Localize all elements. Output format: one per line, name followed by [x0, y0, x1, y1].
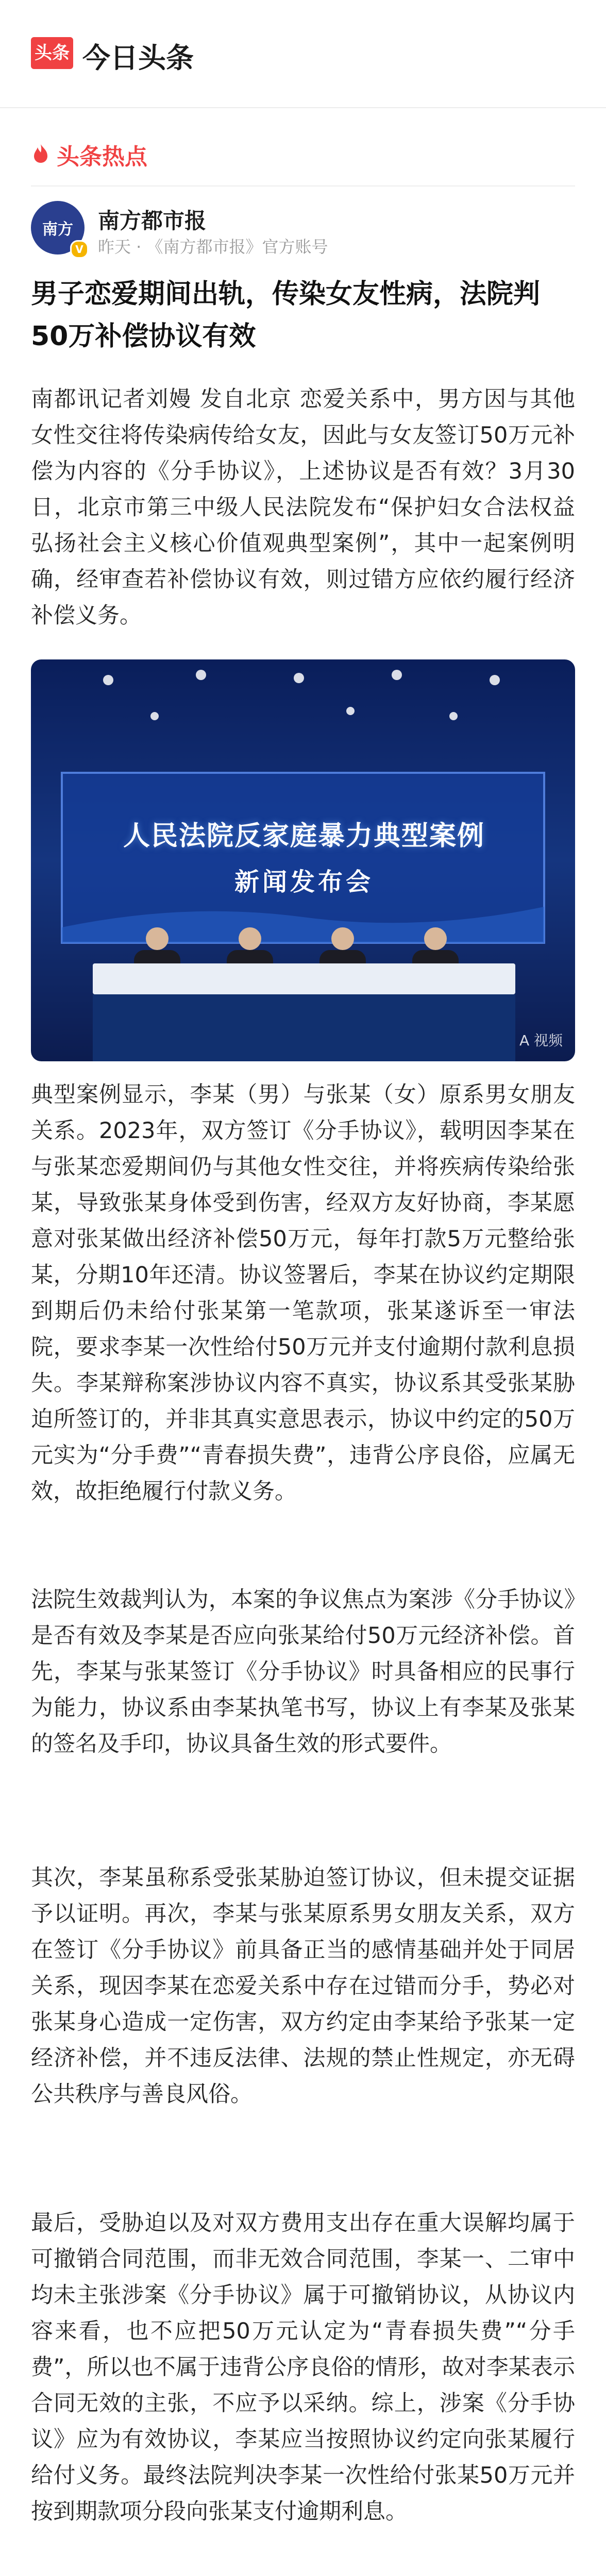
press-table-skirt	[93, 994, 515, 1061]
verified-badge-icon: V	[70, 240, 89, 259]
banner-line-1: 人民法院反家庭暴力典型案例	[123, 821, 485, 852]
section-header[interactable]	[32, 139, 147, 170]
app-header	[0, 0, 606, 108]
photo-watermark: A 视频	[519, 1032, 563, 1049]
account-name[interactable]: 南方都市报	[98, 208, 207, 233]
article-paragraph-2: 典型案例显示，李某（男）与张某（女）原系男女朋友关系。2023年，双方签订《分手协议》，载明因李某在与张某恋爱期间仍与其他女性交往，并将疾病传染给张某，导致张某身体受到伤害，经双方友好协商，李某愿意对张某做出经济补偿50万元，每年打款5万元整给张某，分期10年还清。协议签署后，李某在协议约定期限到期后仍未给付张某第一笔款项，张某遂诉至一审法院，要求李某一次性给付50万元并支付逾期付款利息损失。李某辩称案涉协议内容不真实，协议系其受张某胁迫所签订的，并非其真实意思表示，协议中约定的50万元实为“分手费”“青春损失费”，违背公序良俗，应属无效，故拒绝履行付款义务。	[31, 1082, 575, 1504]
article-paragraph-5: 最后，受胁迫以及对双方费用支出存在重大误解均属于可撤销合同范围，而非无效合同范围，李某一、二审中均未主张涉案《分手协议》属于可撤销协议，从协议内容来看，也不应把50万元认定为“青春损失费”“分手费”，所以也不属于违背公序良俗的情形，故对李某表示合同无效的主张，不应予以采纳。综上，涉案《分手协议》应为有效协议，李某应当按照协议约定向张某履行给付义务。最终法院判决李某一次性给付张某50万元并按到期款项分段向张某支付逾期利息。	[31, 2210, 575, 2524]
article-paragraph-1: 南都讯记者刘嫚 发自北京 恋爱关系中，男方因与其他女性交往将传染病传给女友，因此与女友签订50万元补偿为内容的《分手协议》，上述协议是否有效？3月30日，北京市第三中级人民法院发布“保护妇女合法权益 弘扬社会主义核心价值观典型案例”，其中一起案例明确，经审查若补偿协议有效，则过错方应依约履行经济补偿义务。	[31, 386, 575, 629]
flame-icon	[32, 143, 49, 166]
section-label: 头条热点	[57, 144, 147, 170]
article-photo[interactable]	[31, 659, 575, 1061]
app-brand: 今日头条	[82, 42, 194, 74]
stage-banner	[108, 814, 500, 907]
banner-line-2: 新闻发布会	[234, 868, 374, 896]
article-title: 男子恋爱期间出轨，传染女友性病，法院判50万补偿协议有效	[31, 279, 541, 352]
article-paragraph-4: 其次，李某虽称系受张某胁迫签订协议，但未提交证据予以证明。再次，李某与张某原系男女朋友关系，双方在签订《分手协议》前具备正当的感情基础并处于同居关系，现因李某在恋爱关系中存在过错而分手，势必对张某身心造成一定伤害，双方约定由李某给予张某一定经济补偿，并不违反法律、法规的禁止性规定，亦无碍公共秩序与善良风俗。	[31, 1865, 575, 2107]
article-paragraph-3: 法院生效裁判认为，本案的争议焦点为案涉《分手协议》是否有效及李某是否应向张某给付50万元经济补偿。首先，李某与张某签订《分手协议》时具备相应的民事行为能力，协议系由李某执笔书写，协议上有李某及张某的签名及手印，协议具备生效的形式要件。	[31, 1587, 575, 1757]
app-logo: 头条	[31, 37, 73, 69]
account-meta: 昨天 · 《南方都市报》官方账号	[98, 237, 328, 257]
divider	[31, 185, 575, 187]
press-table	[93, 963, 515, 994]
avatar-text: 南方	[42, 221, 73, 239]
